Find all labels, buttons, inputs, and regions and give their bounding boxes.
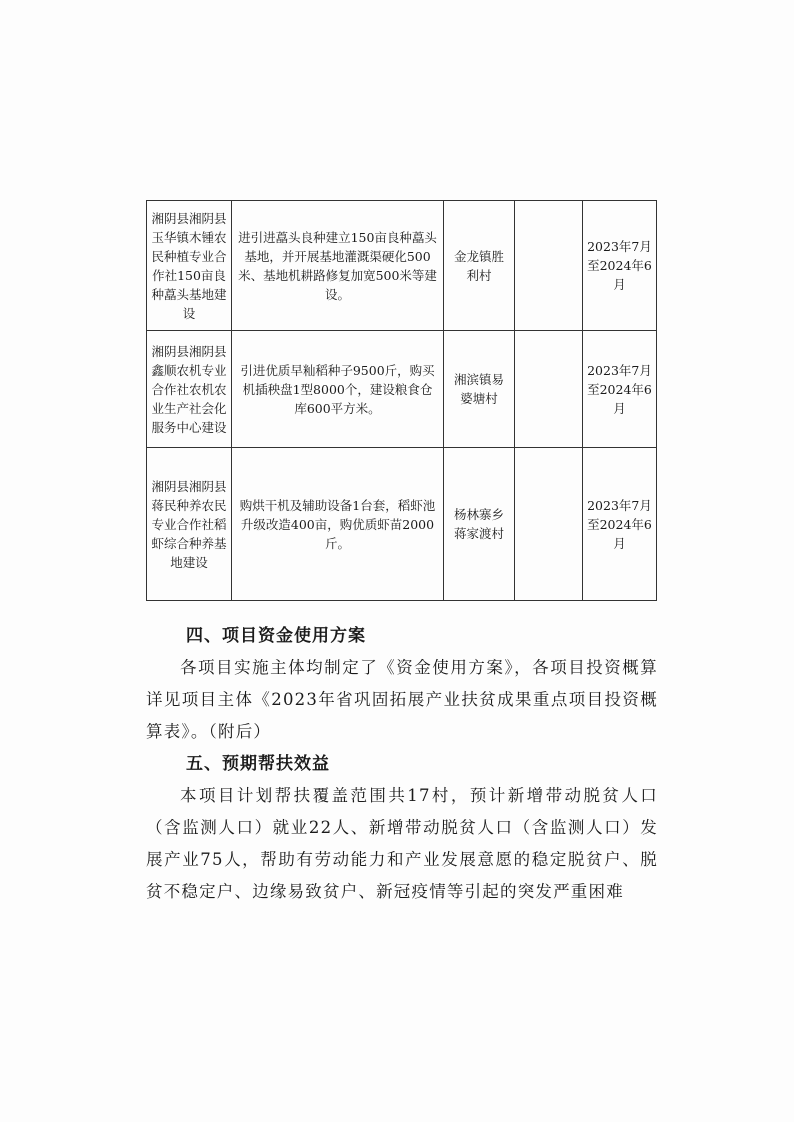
project-content-cell: 进引进藠头良种建立150亩良种藠头基地，并开展基地灌溉渠硬化500米、基地机耕路修复加宽500米等建设。: [232, 201, 444, 331]
table-row: [147, 201, 657, 331]
section-paragraph: 各项目实施主体均制定了《资金使用方案》，各项目投资概算详见项目主体《2023年省巩固拓展产业扶贫成果重点项目投资概算表》。（附后）: [146, 658, 658, 741]
empty-cell: [515, 448, 583, 601]
project-name-cell: 湘阴县湘阴县蒋民种养农民专业合作社稻虾综合种养基地建设: [147, 448, 232, 601]
empty-cell: [515, 331, 583, 448]
section-paragraph: 本项目计划帮扶覆盖范围共17村，预计新增带动脱贫人口（含监测人口）就业22人、新增带动脱贫人口（含监测人口）发展产业75人，帮助有劳动能力和产业发展意愿的稳定脱贫户、脱贫不稳定户、边缘易致贫户、新冠疫情等引起的突发严重困难: [146, 786, 658, 901]
table-row: [147, 331, 657, 448]
project-location-cell: 杨林寨乡蒋家渡村: [444, 448, 515, 601]
project-location-cell: 湘滨镇易婆塘村: [444, 331, 515, 448]
section-funding: [146, 620, 658, 748]
table-row: [147, 448, 657, 601]
project-location-cell: 金龙镇胜利村: [444, 201, 515, 331]
empty-cell: [515, 201, 583, 331]
project-content-cell: 引进优质早籼稻种子9500斤，购买机插秧盘1型8000个，建设粮食仓库600平方米。: [232, 331, 444, 448]
section-heading: 四、项目资金使用方案: [186, 626, 366, 646]
section-heading: 五、预期帮扶效益: [186, 754, 330, 774]
project-name-cell: 湘阴县湘阴县玉华镇木锺农民种植专业合作社150亩良种藠头基地建设: [147, 201, 232, 331]
project-period-cell: 2023年7月至2024年6月: [583, 331, 657, 448]
project-period-cell: 2023年7月至2024年6月: [583, 201, 657, 331]
project-table: [146, 200, 657, 601]
project-name-cell: 湘阴县湘阴县鑫顺农机专业合作社农机农业生产社会化服务中心建设: [147, 331, 232, 448]
project-period-cell: 2023年7月至2024年6月: [583, 448, 657, 601]
section-benefits: [146, 748, 658, 908]
project-content-cell: 购烘干机及辅助设备1台套，稻虾池升级改造400亩，购优质虾苗2000斤。: [232, 448, 444, 601]
